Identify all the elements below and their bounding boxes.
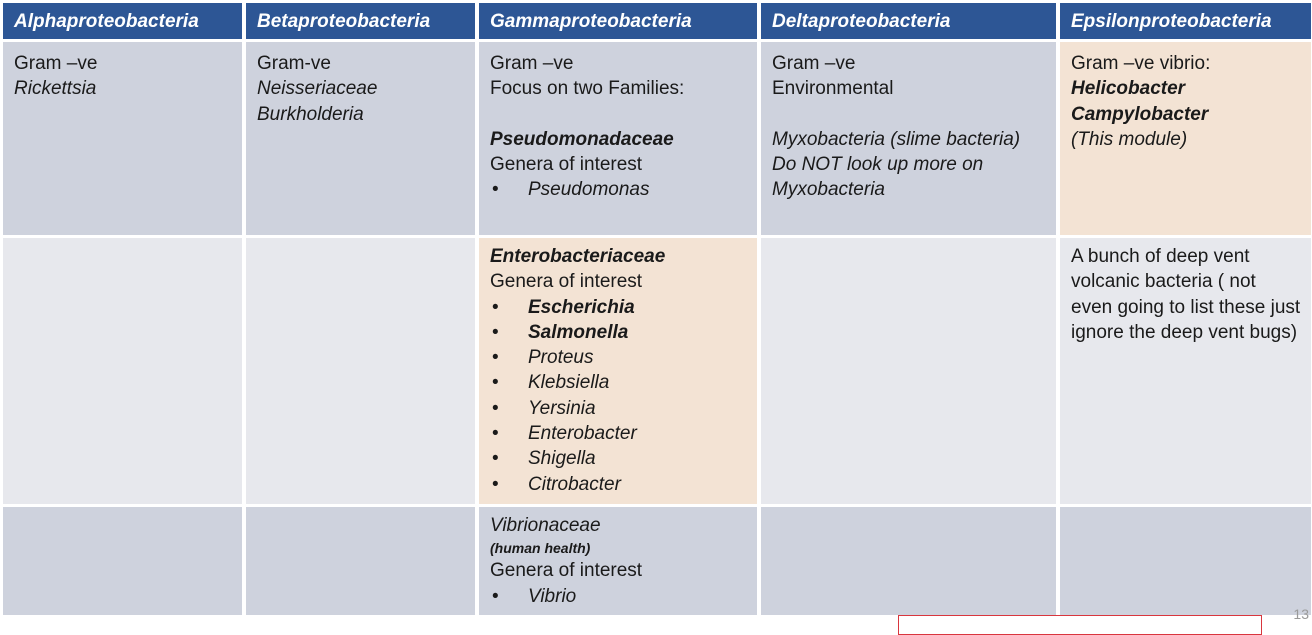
vibrionaceae-genera-list	[490, 584, 747, 609]
beta-family-text: Neisseriaceae	[257, 78, 378, 100]
spacer	[490, 102, 747, 127]
epsilon-gram-text: Gram –ve vibrio:	[1071, 53, 1211, 74]
list-item	[490, 370, 747, 395]
cell-beta-row2	[246, 238, 475, 504]
gamma-family-pseudomonadaceae: Pseudomonadaceae	[490, 128, 674, 150]
alpha-gram-text: Gram –ve	[14, 53, 98, 74]
header-deltaproteobacteria: Deltaproteobacteria	[761, 3, 1056, 39]
epsilon-deep-vent-text: A bunch of deep vent volcanic bacteria ( not even going to list these just ignore the deep vent bugs)	[1071, 246, 1301, 343]
epsilon-helicobacter-text: Helicobacter	[1071, 78, 1186, 100]
genus-name: Enterobacter	[528, 423, 637, 445]
cell-gamma-row2	[479, 238, 757, 504]
bullet-icon: •	[492, 372, 499, 394]
genus-name: Escherichia	[528, 296, 635, 318]
list-item	[490, 421, 747, 446]
cell-epsilon-row1	[1060, 42, 1311, 235]
cell-alpha-row3	[3, 507, 242, 615]
enterobacteriaceae-genera-list	[490, 295, 747, 497]
bullet-icon: •	[492, 448, 499, 470]
epsilon-module-note: (This module)	[1071, 128, 1188, 150]
cell-epsilon-row3	[1060, 507, 1311, 615]
list-item	[490, 472, 747, 497]
bullet-icon: •	[492, 397, 499, 419]
genus-name: Klebsiella	[528, 372, 610, 394]
bacteria-classification-table	[3, 3, 1311, 615]
red-outline-box	[898, 615, 1262, 635]
cell-epsilon-row2	[1060, 238, 1311, 504]
gamma-family-vibrionaceae: Vibrionaceae	[490, 515, 601, 536]
genus-name: Salmonella	[528, 321, 629, 343]
spacer	[772, 102, 1046, 127]
header-gammaproteobacteria: Gammaproteobacteria	[479, 3, 757, 39]
delta-environmental-text: Environmental	[772, 78, 894, 100]
bullet-icon: •	[492, 585, 499, 607]
header-alphaproteobacteria: Alphaproteobacteria	[3, 3, 242, 39]
delta-myxobacteria-text: Myxobacteria (slime bacteria)	[772, 128, 1021, 150]
cell-gamma-row1	[479, 42, 757, 235]
header-betaproteobacteria: Betaproteobacteria	[246, 3, 475, 39]
list-item	[490, 320, 747, 345]
list-item	[490, 295, 747, 320]
list-item	[490, 584, 747, 609]
cell-gamma-row3	[479, 507, 757, 615]
genus-name: Citrobacter	[528, 473, 621, 495]
gamma-family-enterobacteriaceae: Enterobacteriaceae	[490, 246, 666, 267]
list-item	[490, 446, 747, 471]
genus-name: Pseudomonas	[528, 179, 650, 201]
beta-genus-text: Burkholderia	[257, 103, 364, 125]
gamma-genera-label: Genera of interest	[490, 154, 643, 176]
vibrionaceae-note: (human health)	[490, 540, 591, 557]
cell-alpha-row2	[3, 238, 242, 504]
cell-delta-row3	[761, 507, 1056, 615]
gamma-focus-text: Focus on two Families:	[490, 78, 685, 100]
gamma-genera-label: Genera of interest	[490, 560, 643, 582]
gamma-genera-label: Genera of interest	[490, 271, 643, 293]
genus-name: Vibrio	[528, 585, 577, 607]
list-item	[490, 345, 747, 370]
bullet-icon: •	[492, 321, 499, 343]
epsilon-campylobacter-text: Campylobacter	[1071, 103, 1209, 125]
bullet-icon: •	[492, 179, 499, 201]
delta-note-text: Do NOT look up more on Myxobacteria	[772, 154, 984, 201]
gamma-genera-list	[490, 177, 747, 202]
bullet-icon: •	[492, 423, 499, 445]
bullet-icon: •	[492, 473, 499, 495]
genus-name: Shigella	[528, 448, 596, 470]
list-item	[490, 177, 747, 202]
cell-alpha-row1	[3, 42, 242, 235]
page-number: 13	[1293, 606, 1309, 622]
header-epsilonproteobacteria: Epsilonproteobacteria	[1060, 3, 1311, 39]
cell-delta-row2	[761, 238, 1056, 504]
cell-delta-row1	[761, 42, 1056, 235]
genus-name: Proteus	[528, 347, 594, 369]
genus-name: Yersinia	[528, 397, 596, 419]
beta-gram-text: Gram-ve	[257, 53, 331, 74]
alpha-genus-text: Rickettsia	[14, 78, 97, 100]
delta-gram-text: Gram –ve	[772, 53, 856, 74]
list-item	[490, 396, 747, 421]
cell-beta-row1	[246, 42, 475, 235]
gamma-gram-text: Gram –ve	[490, 53, 574, 74]
bullet-icon: •	[492, 347, 499, 369]
cell-beta-row3	[246, 507, 475, 615]
bullet-icon: •	[492, 296, 499, 318]
